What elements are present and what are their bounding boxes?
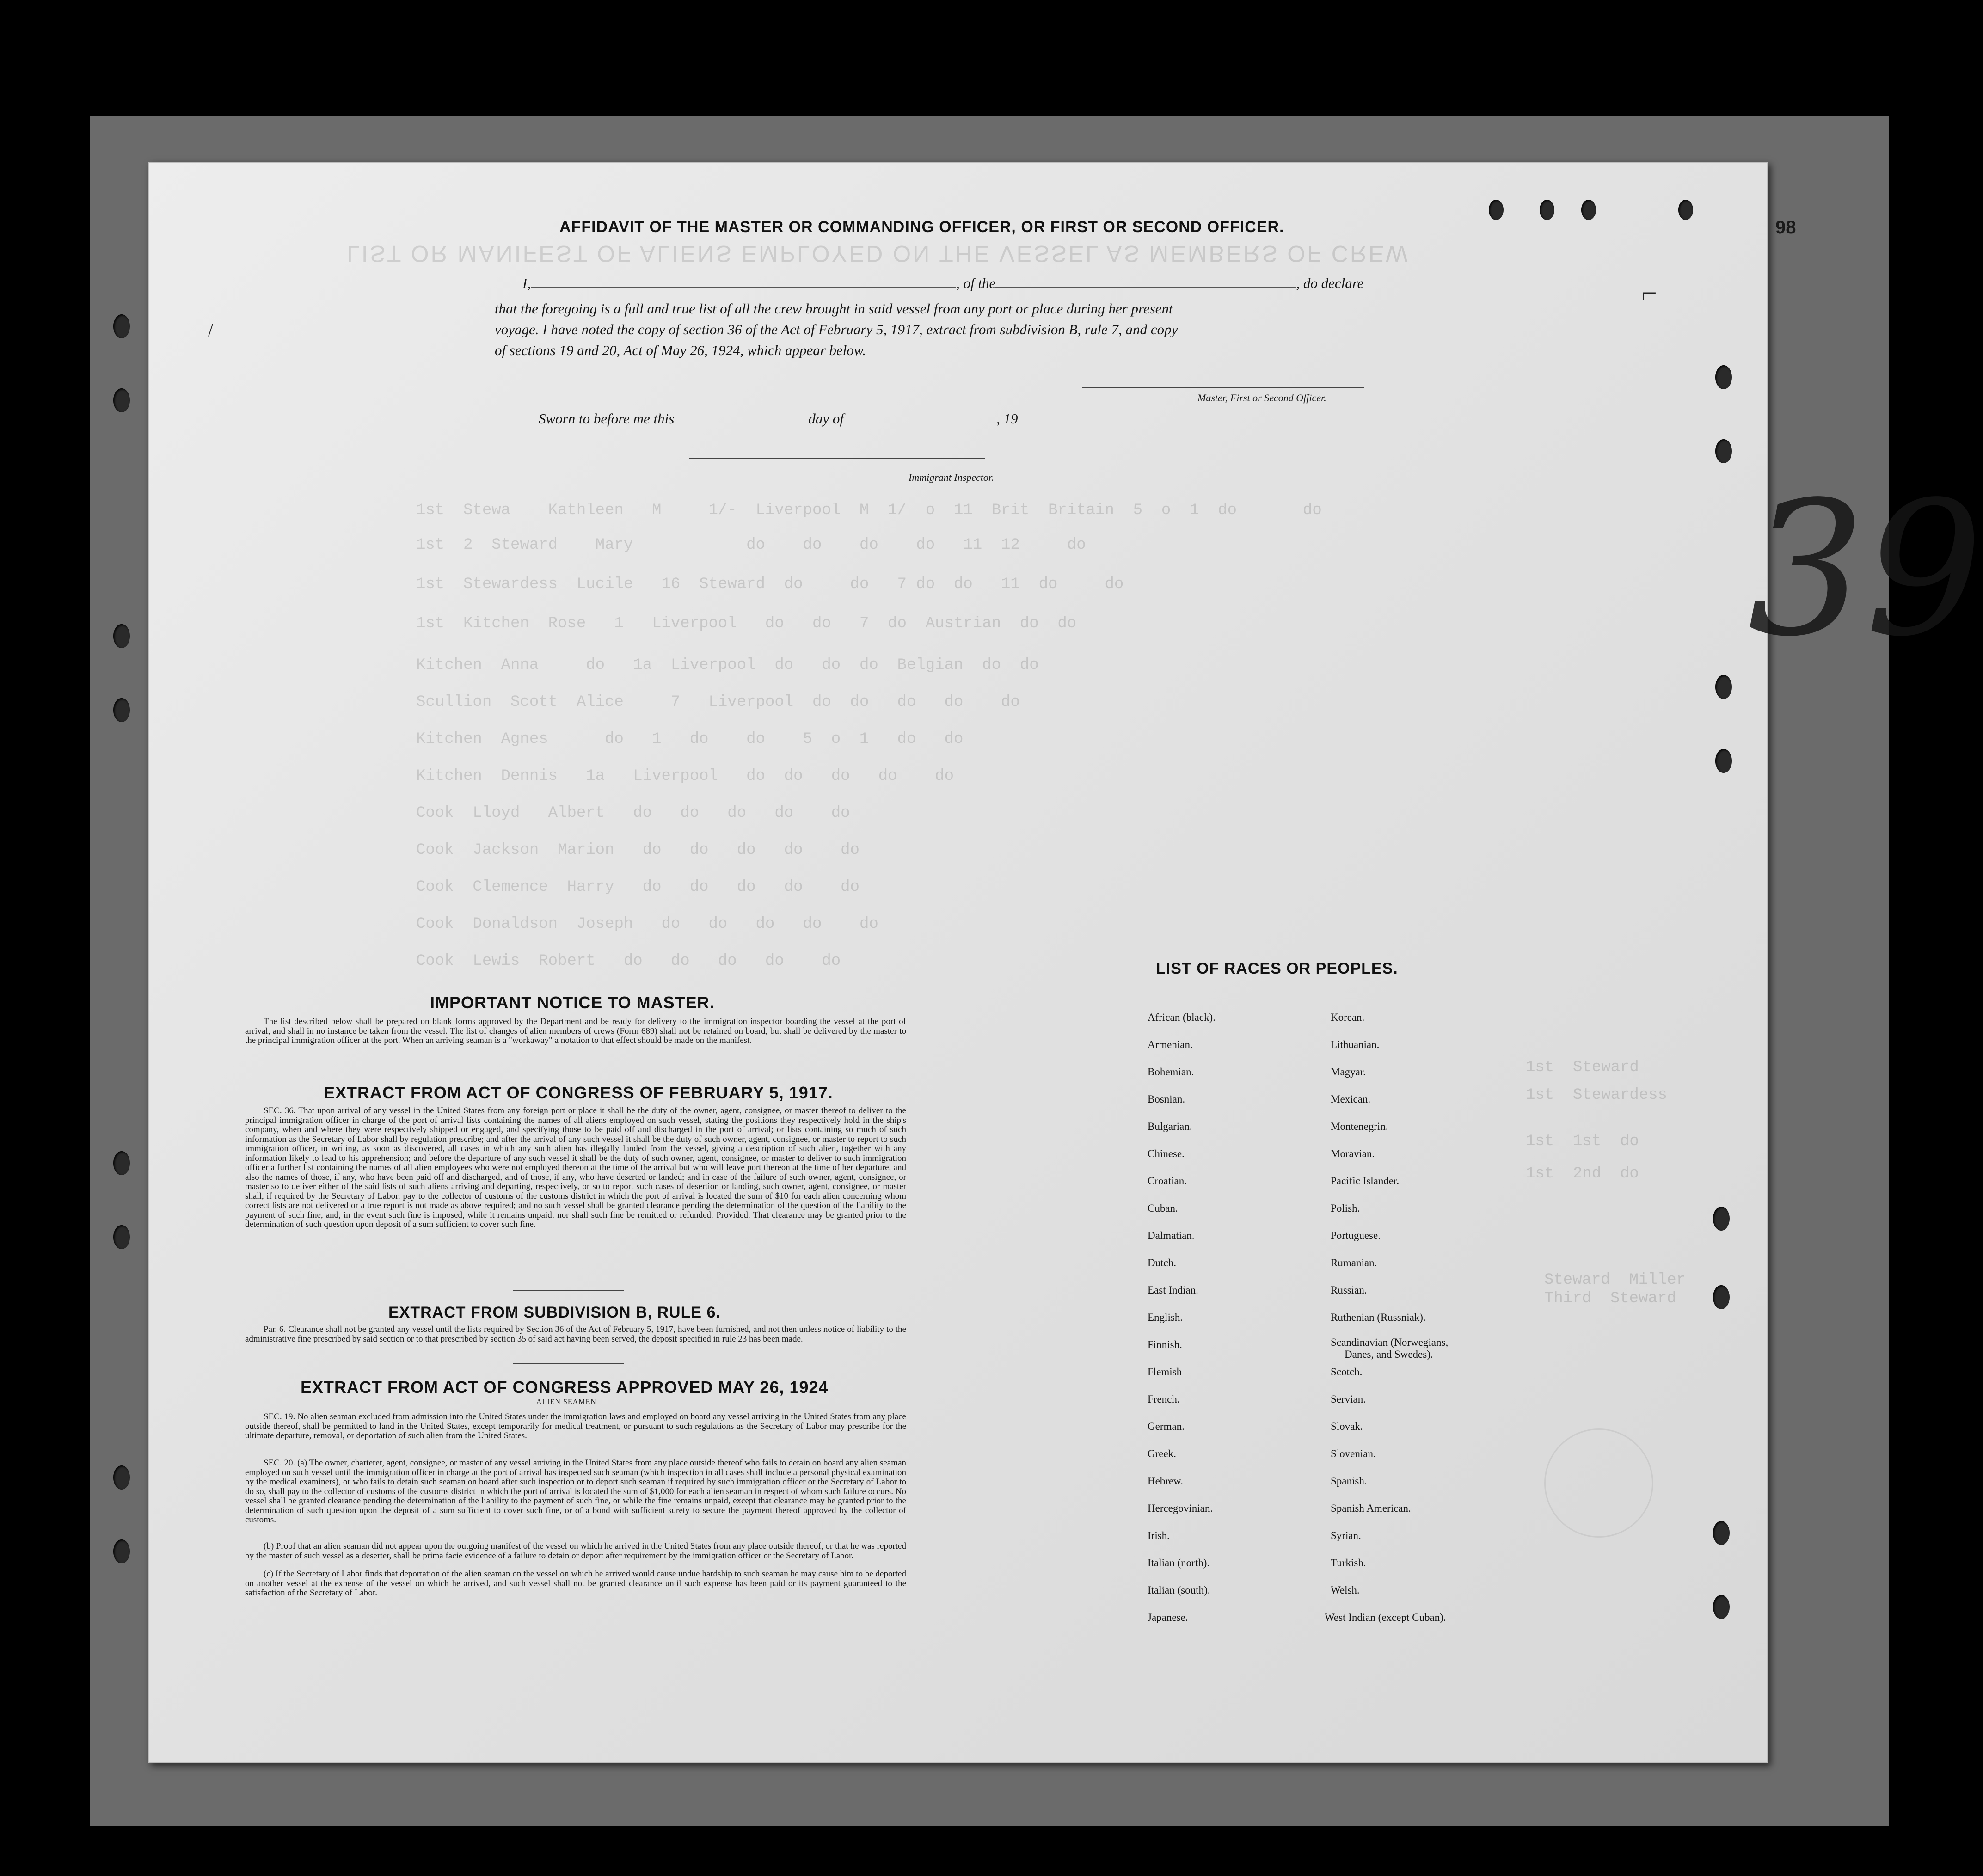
affidavit-line-2: that the foregoing is a full and true list of all the crew brought in said vessel from any port or place during her present <box>495 300 1173 317</box>
race-item: Italian (north). <box>1148 1557 1210 1569</box>
handwritten-mark: / <box>208 319 214 340</box>
sworn-month-blank <box>844 422 996 423</box>
race-item: Chinese. <box>1148 1148 1185 1159</box>
vessel-name-blank <box>995 286 1296 288</box>
sworn-line <box>539 411 1018 427</box>
inspector-signature-caption: Immigrant Inspector. <box>909 472 994 483</box>
race-item: French. <box>1148 1393 1180 1405</box>
race-item: Slovak. <box>1331 1421 1363 1432</box>
race-item: Bosnian. <box>1148 1093 1185 1105</box>
bleed-through-row: Third Steward <box>1544 1290 1676 1307</box>
race-item: Rumanian. <box>1331 1257 1377 1269</box>
bleed-through-row: 1st Steward <box>1526 1059 1639 1076</box>
punch-hole <box>1715 749 1732 773</box>
punch-hole <box>113 1539 130 1563</box>
inspector-signature-line <box>689 458 985 459</box>
section-divider <box>513 1363 624 1364</box>
faint-stamp <box>1544 1428 1653 1538</box>
race-item: Moravian. <box>1331 1148 1375 1159</box>
act-1924-subtitle: ALIEN SEAMEN <box>536 1398 596 1406</box>
punch-hole <box>113 1225 130 1249</box>
punch-hole <box>1713 1595 1730 1619</box>
act-1924-sec20a: SEC. 20. (a) The owner, charterer, agent, consignee, or master of any vessel arriving in the United States from any place outside thereof who fails to detain on board any alien seaman employed on such vessel until the immigration officer in charge at the port of arrival has inspected such seaman (which inspection in all cases shall include a personal physical examination by the medical examiners), or who fails to detain such seaman on board after such inspection or to deport such seaman if required by such immigration officer or the Secretary of Labor to do so, shall pay to the collector of customs of the customs district in which the port of arrival is located the sum of $1,000 for each alien seaman in respect of whom such failure occurs. No vessel shall be granted clearance pending the determination of the liability to the payment of such fine, or while the fine remains unpaid, except that clearance may be granted prior to the determination of such question upon the deposit of a sum sufficient to cover such fine, or of a bond with sufficient surety to secure the payment thereof approved by the collector of customs. <box>245 1458 906 1525</box>
act-1924-sec20c: (c) If the Secretary of Labor finds that deportation of the alien seaman on the vessel on which he arrived would cause undue hardship to such seaman he may cause him to be deported on another vessel at the expense of the vessel on which he arrived, and such vessel shall not be granted clearance until such expense has been paid or its payment guaranteed to the satisfaction of the Secretary of Labor. <box>245 1569 906 1598</box>
bleed-through-title: LIST OR MANIFEST OF ALIENS EMPLOYED ON THE VESSEL AS MEMBERS OF CREW <box>347 241 1410 267</box>
sheet-number: 98 <box>1775 217 1796 238</box>
master-signature-caption: Master, First or Second Officer. <box>1197 392 1326 404</box>
notice-title: IMPORTANT NOTICE TO MASTER. <box>430 993 715 1012</box>
race-item: West Indian (except Cuban). <box>1325 1612 1446 1623</box>
punch-hole <box>1715 365 1732 389</box>
bleed-through-row: Kitchen Dennis 1a Liverpool do do do do do <box>416 767 954 785</box>
race-item: Croatian. <box>1148 1175 1187 1187</box>
race-item: Cuban. <box>1148 1202 1178 1214</box>
race-item: Hebrew. <box>1148 1475 1184 1487</box>
vessel-label: , of the <box>956 275 996 291</box>
race-item: Scotch. <box>1331 1366 1363 1378</box>
affidavit-line-1 <box>522 275 1363 292</box>
act-1917-title: EXTRACT FROM ACT OF CONGRESS OF FEBRUARY 5, 1917. <box>324 1083 833 1102</box>
bleed-through-row: Cook Donaldson Joseph do do do do do <box>416 915 878 933</box>
race-item: Lithuanian. <box>1331 1039 1380 1050</box>
race-item: Danes, and Swedes). <box>1345 1349 1433 1360</box>
punch-hole <box>1678 200 1693 220</box>
bleed-through-row: Scullion Scott Alice 7 Liverpool do do do do do <box>416 693 1020 711</box>
races-title: LIST OF RACES OR PEOPLES. <box>1156 960 1398 977</box>
affidavit-line-3: voyage. I have noted the copy of section 36 of the Act of February 5, 1917, extract from subdivision B, rule 7, and copy <box>495 321 1178 337</box>
race-item: English. <box>1148 1312 1183 1323</box>
act-1924-title: EXTRACT FROM ACT OF CONGRESS APPROVED MAY 26, 1924 <box>301 1378 829 1397</box>
sworn-label: Sworn to before me this <box>539 411 675 427</box>
punch-hole <box>1489 200 1504 220</box>
punch-hole <box>1581 200 1596 220</box>
race-item: Irish. <box>1148 1530 1170 1541</box>
race-item: Montenegrin. <box>1331 1121 1388 1132</box>
race-item: Russian. <box>1331 1284 1367 1296</box>
declarant-name-blank <box>531 286 956 288</box>
race-item: Magyar. <box>1331 1066 1366 1078</box>
race-item: Dalmatian. <box>1148 1230 1195 1241</box>
bleed-through-row: Cook Lewis Robert do do do do do <box>416 952 841 970</box>
race-item: Greek. <box>1148 1448 1176 1459</box>
bleed-through-row: Cook Jackson Marion do do do do do <box>416 841 860 859</box>
race-item: Servian. <box>1331 1393 1366 1405</box>
punch-hole <box>1540 200 1554 220</box>
rule6-body: Par. 6. Clearance shall not be granted any vessel until the lists required by Section 36 of the Act of February 5, 1917, have been furnished, and not then unless notice of liability to the administrative fine prescribed by said section or to that prescribed by section 35 of said act having been served, the deposit specified in rule 23 has been made. <box>245 1324 906 1344</box>
punch-hole <box>113 1151 130 1175</box>
bleed-through-row: 1st 1st do <box>1526 1133 1639 1150</box>
act-1924-sec20b: (b) Proof that an alien seaman did not appear upon the outgoing manifest of the vessel on which he arrived in the United States from any place outside thereof, or that he was reported by the master of such vessel as a deserter, shall be prima facie evidence of a failure to detain or deport after requirement by the immigration officer or the Secretary of Labor. <box>245 1541 906 1561</box>
race-item: Dutch. <box>1148 1257 1176 1269</box>
punch-hole <box>113 698 130 722</box>
race-item: Spanish American. <box>1331 1502 1411 1514</box>
race-item: Flemish <box>1148 1366 1182 1378</box>
race-item: Portuguese. <box>1331 1230 1381 1241</box>
race-item: Scandinavian (Norwegians, <box>1331 1336 1449 1348</box>
punch-hole <box>1715 675 1732 699</box>
race-item: East Indian. <box>1148 1284 1198 1296</box>
race-item: Hercegovinian. <box>1148 1502 1213 1514</box>
race-item: Mexican. <box>1331 1093 1371 1105</box>
race-item: Slovenian. <box>1331 1448 1376 1459</box>
handwritten-number: 39 <box>1748 462 1983 677</box>
day-of-label: day of <box>808 411 844 427</box>
race-item: Armenian. <box>1148 1039 1193 1050</box>
section-divider <box>513 1290 624 1291</box>
bleed-through-row: 1st Stewardess <box>1526 1086 1668 1104</box>
punch-hole <box>113 314 130 338</box>
punch-hole <box>113 624 130 648</box>
rule6-title: EXTRACT FROM SUBDIVISION B, RULE 6. <box>388 1304 721 1321</box>
bleed-through-row: Cook Clemence Harry do do do do do <box>416 878 860 896</box>
race-item: Syrian. <box>1331 1530 1361 1541</box>
race-item: Spanish. <box>1331 1475 1367 1487</box>
handwritten-mark: ⌐ <box>1641 278 1657 308</box>
affidavit-title: AFFIDAVIT OF THE MASTER OR COMMANDING OFFICER, OR FIRST OR SECOND OFFICER. <box>559 218 1284 236</box>
race-item: German. <box>1148 1421 1185 1432</box>
race-item: African (black). <box>1148 1012 1216 1023</box>
notice-body: The list described below shall be prepared on blank forms approved by the Department and be ready for delivery to the immigration inspector boarding the vessel at the port of arrival, and shall in no instance be taken from the vessel. The list of changes of alien members of crews (Form 689) shall not be retained on board, but shall be delivered by the master to the principal immigration officer at the port. When an arriving seaman is a "workaway" a notation to that effect should be made on the manifest. <box>245 1017 906 1045</box>
bleed-through-row: 1st Stewardess Lucile 16 Steward do do 7 do do 11 do do <box>416 576 1124 593</box>
bleed-through-row: Kitchen Anna do 1a Liverpool do do do Belgian do do <box>416 656 1039 674</box>
act-1924-sec19: SEC. 19. No alien seaman excluded from admission into the United States under the immigration laws and employed on board any vessel arriving in the United States from any place outside thereof, shall be permitted to land in the United States, except temporarily for medical treatment, or pursuant to such regulations as the Secretary of Labor may prescribe for the ultimate departure, removal, or deportation of such alien from the United States. <box>245 1412 906 1441</box>
race-item: Finnish. <box>1148 1339 1182 1350</box>
punch-hole <box>113 388 130 412</box>
punch-hole <box>1713 1285 1730 1309</box>
affidavit-line-4: of sections 19 and 20, Act of May 26, 1924, which appear below. <box>495 342 866 358</box>
punch-hole <box>113 1465 130 1490</box>
race-item: Welsh. <box>1331 1584 1360 1596</box>
punch-hole <box>1715 439 1732 463</box>
race-item: Ruthenian (Russniak). <box>1331 1312 1426 1323</box>
bleed-through-row: Steward Miller <box>1544 1271 1686 1289</box>
bleed-through-row: 1st 2 Steward Mary do do do do 11 12 do <box>416 536 1086 554</box>
punch-hole <box>1713 1521 1730 1545</box>
race-item: Japanese. <box>1148 1612 1188 1623</box>
bleed-through-row: 1st 2nd do <box>1526 1165 1639 1183</box>
race-item: Pacific Islander. <box>1331 1175 1400 1187</box>
master-signature-line <box>1082 387 1364 388</box>
sworn-day-blank <box>674 422 808 423</box>
declare-label: , do declare <box>1296 275 1364 291</box>
race-item: Bohemian. <box>1148 1066 1194 1078</box>
bleed-through-row: Kitchen Agnes do 1 do do 5 o 1 do do <box>416 730 964 748</box>
bleed-through-row: Cook Lloyd Albert do do do do do <box>416 804 850 822</box>
race-item: Bulgarian. <box>1148 1121 1192 1132</box>
act-1917-body: SEC. 36. That upon arrival of any vessel in the United States from any foreign port or place it shall be the duty of the owner, agent, consignee, or master thereof to deliver to the principal immigration officer in charge of the port of arrival lists containing the names of all aliens employed on such vessel, stating the positions they respectively hold in the ship's company, when and where they were respectively shipped or engaged, and specifying those to be paid off and discharged in the port of arrival; or lists containing so much of such information as the Secretary of Labor shall by regulation prescribe; and after the arrival of any such vessel it shall be the duty of such owner, agent, consignee, or master to report to such immigration officer, in writing, as soon as discovered, all cases in which any such alien has illegally landed from the vessel, giving a description of such alien, together with any information likely to lead to his apprehension; and before the departure of any such vessel it shall be the duty of such owner, agent, consignee, or master to deliver to such immigration officer a further list containing the names of all alien employees who were not employed thereon at the time of the arrival but who will leave port thereon at the time of her departure, and also the names of those, if any, who have been paid off and discharged, and of those, if any, who have deserted or landed; and in case of the failure of such owner, agent, consignee, or master so to deliver either of the said lists of such aliens arriving and departing, respectively, or so to report such cases of desertion or landing, such owner, agent, consignee, or master shall, if required by the Secretary of Labor, pay to the collector of customs of the customs district in which the port of arrival is located the sum of $10 for each alien concerning whom correct lists are not delivered or a true report is not made as above required; and no such vessel shall be granted clearance pending the determination of the question of the liability to the payment of such fine, and, in the event such fine is imposed, while it remains unpaid; nor shall such fine be remitted or refunded: Provided, That clearance may be granted prior to the determination of such question upon deposit of a sum sufficient to cover such fine. <box>245 1106 906 1229</box>
bleed-through-row: 1st Kitchen Rose 1 Liverpool do do 7 do Austrian do do <box>416 615 1077 632</box>
bleed-through-row: 1st Stewa Kathleen M 1/- Liverpool M 1/ o 11 Brit Britain 5 o 1 do do <box>416 502 1322 519</box>
declarant-label: I, <box>522 275 531 291</box>
race-item: Turkish. <box>1331 1557 1366 1569</box>
year-label: , 19 <box>996 411 1018 427</box>
race-item: Italian (south). <box>1148 1584 1210 1596</box>
punch-hole <box>1713 1207 1730 1231</box>
race-item: Polish. <box>1331 1202 1360 1214</box>
race-item: Korean. <box>1331 1012 1365 1023</box>
